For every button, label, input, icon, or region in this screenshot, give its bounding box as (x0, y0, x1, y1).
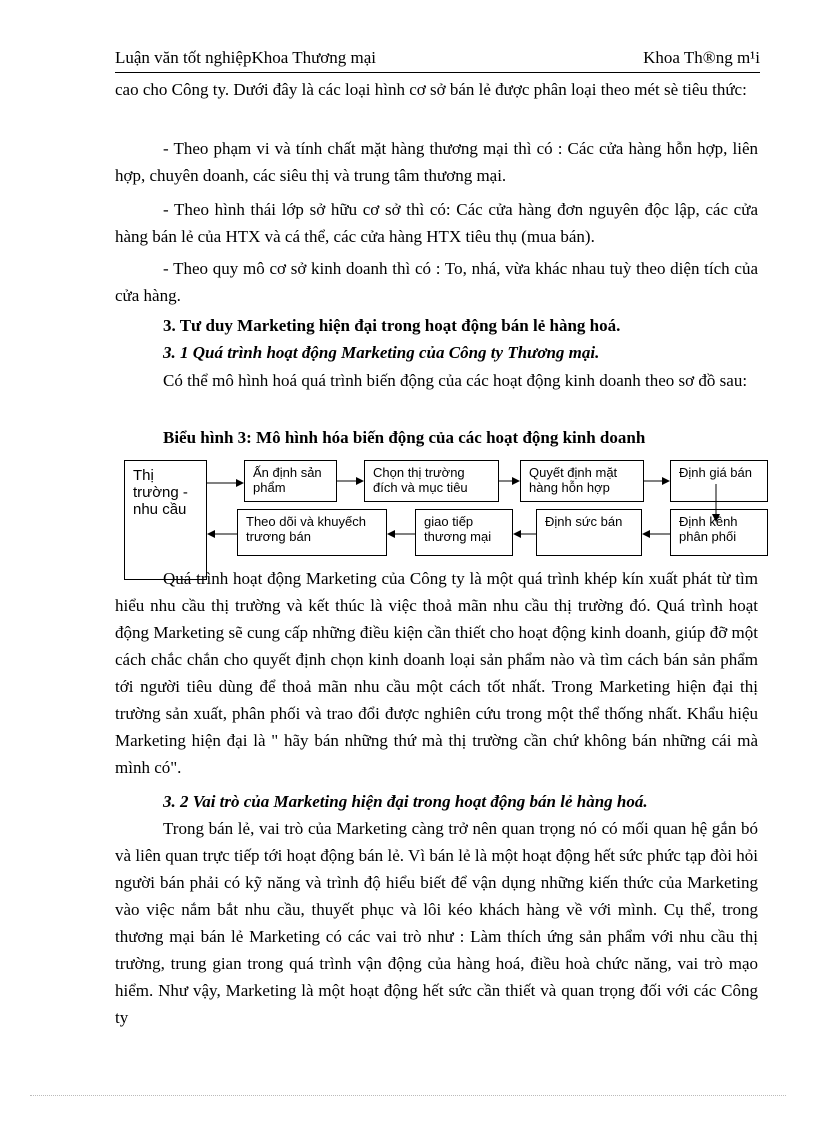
paragraph-1: cao cho Công ty. Dưới đây là các loại hình cơ sở bán lẻ được phân loại theo mét sè tiêu thức: (115, 80, 747, 99)
heading-3-1: 3. 1 Quá trình hoạt động Marketing của Công ty Thương mại. (163, 343, 600, 362)
heading-3-2: 3. 2 Vai trò của Marketing hiện đại trong hoạt động bán lẻ hàng hoá. (163, 792, 648, 811)
diagram-box-promotion: Theo dõi và khuyếch trương bán (237, 509, 387, 556)
footer-divider (30, 1095, 786, 1096)
diagram-box-commerce: giao tiếp thương mại (415, 509, 513, 556)
paragraph-7: Trong bán lẻ, vai trò của Marketing càng trở nên quan trọng nó có mối quan hệ gắn bó và liên quan trực tiếp tới hoạt động bán lẻ. Vì bán lẻ là một hoạt động hết sức phức tạp đòi hỏi người bán phải có kỹ năng và trình độ hiểu biết để vận dụng những kiến thức của Marketing vào việc nắm bắt nhu cầu, thuyết phục và lôi kéo khách hàng về với mình. Cụ thể, trong thương mại bán lẻ Marketing có các vai trò như : Làm thích ứng sản phẩm với nhu cầu thị trường, trung gian trong quá trình vận động của hàng hoá, điều hoà chức năng, vai trò mạo hiểm. Như vậy, Marketing là một hoạt động hết sức cần thiết và quan trọng đối với các Công ty (115, 819, 758, 1027)
paragraph-3: - Theo hình thái lớp sở hữu cơ sở thì có: Các cửa hàng đơn nguyên độc lập, các cửa hàng bán lẻ của HTX và cá thể, các cửa hàng HTX tiêu thụ (mua bán). (115, 200, 758, 246)
diagram-box-product-mix: Quyết định mặt hàng hỗn hợp (520, 460, 644, 502)
diagram-box-selling-power: Định sức bán (536, 509, 642, 556)
diagram-box-market-demand: Thị trường - nhu cầu (124, 460, 207, 580)
heading-3: 3. Tư duy Marketing hiện đại trong hoạt động bán lẻ hàng hoá. (163, 316, 621, 335)
paragraph-6: Quá trình hoạt động Marketing của Công ty là một quá trình khép kín xuất phát từ tìm hiểu nhu cầu thị trường và kết thúc là việc thoả mãn nhu cầu thị trường đó. Quá trình hoạt động Marketing sẽ cung cấp những điều kiện cần thiết cho hoạt động kinh doanh, giúp đỡ một cách chắc chắn cho quyết định chọn kinh doanh loại sản phẩm nào và tìm cách bán sản phẩm tới người tiêu dùng để thoả mãn nhu cầu một cách tốt nhất. Trong Marketing hiện đại thị trường sản xuất, phân phối và trao đổi được nghiên cứu trong một thể thống nhất. Khẩu hiệu Marketing hiện đại là " hãy bán những thứ mà thị trường cần chứ không bán những cái mà mình có". (115, 569, 758, 777)
paragraph-4: - Theo quy mô cơ sở kinh doanh thì có : To, nhá, vừa khác nhau tuỳ theo diện tích của cửa hàng. (115, 259, 758, 305)
header-right-title: Khoa Th®ng m¹i (643, 48, 760, 67)
diagram-box-pricing: Định giá bán (670, 460, 768, 502)
paragraph-5: Có thể mô hình hoá quá trình biến động của các hoạt động kinh doanh theo sơ đồ sau: (163, 371, 748, 390)
diagram-box-distribution: Định kênh phân phối (670, 509, 768, 556)
diagram-box-target-market: Chọn thị trường đích và mục tiêu (364, 460, 499, 502)
paragraph-2: - Theo phạm vi và tính chất mặt hàng thương mại thì có : Các cửa hàng hỗn hợp, liên hợp, chuyên doanh, các siêu thị và trung tâm thương mại. (115, 139, 758, 185)
page-header (115, 44, 760, 73)
diagram-box-product: Ấn định sản phẩm (244, 460, 337, 502)
header-left-title: Luận văn tốt nghiệpKhoa Thương mại (115, 48, 377, 67)
figure-caption: Biểu hình 3: Mô hình hóa biến động của các hoạt động kinh doanh (163, 428, 646, 447)
